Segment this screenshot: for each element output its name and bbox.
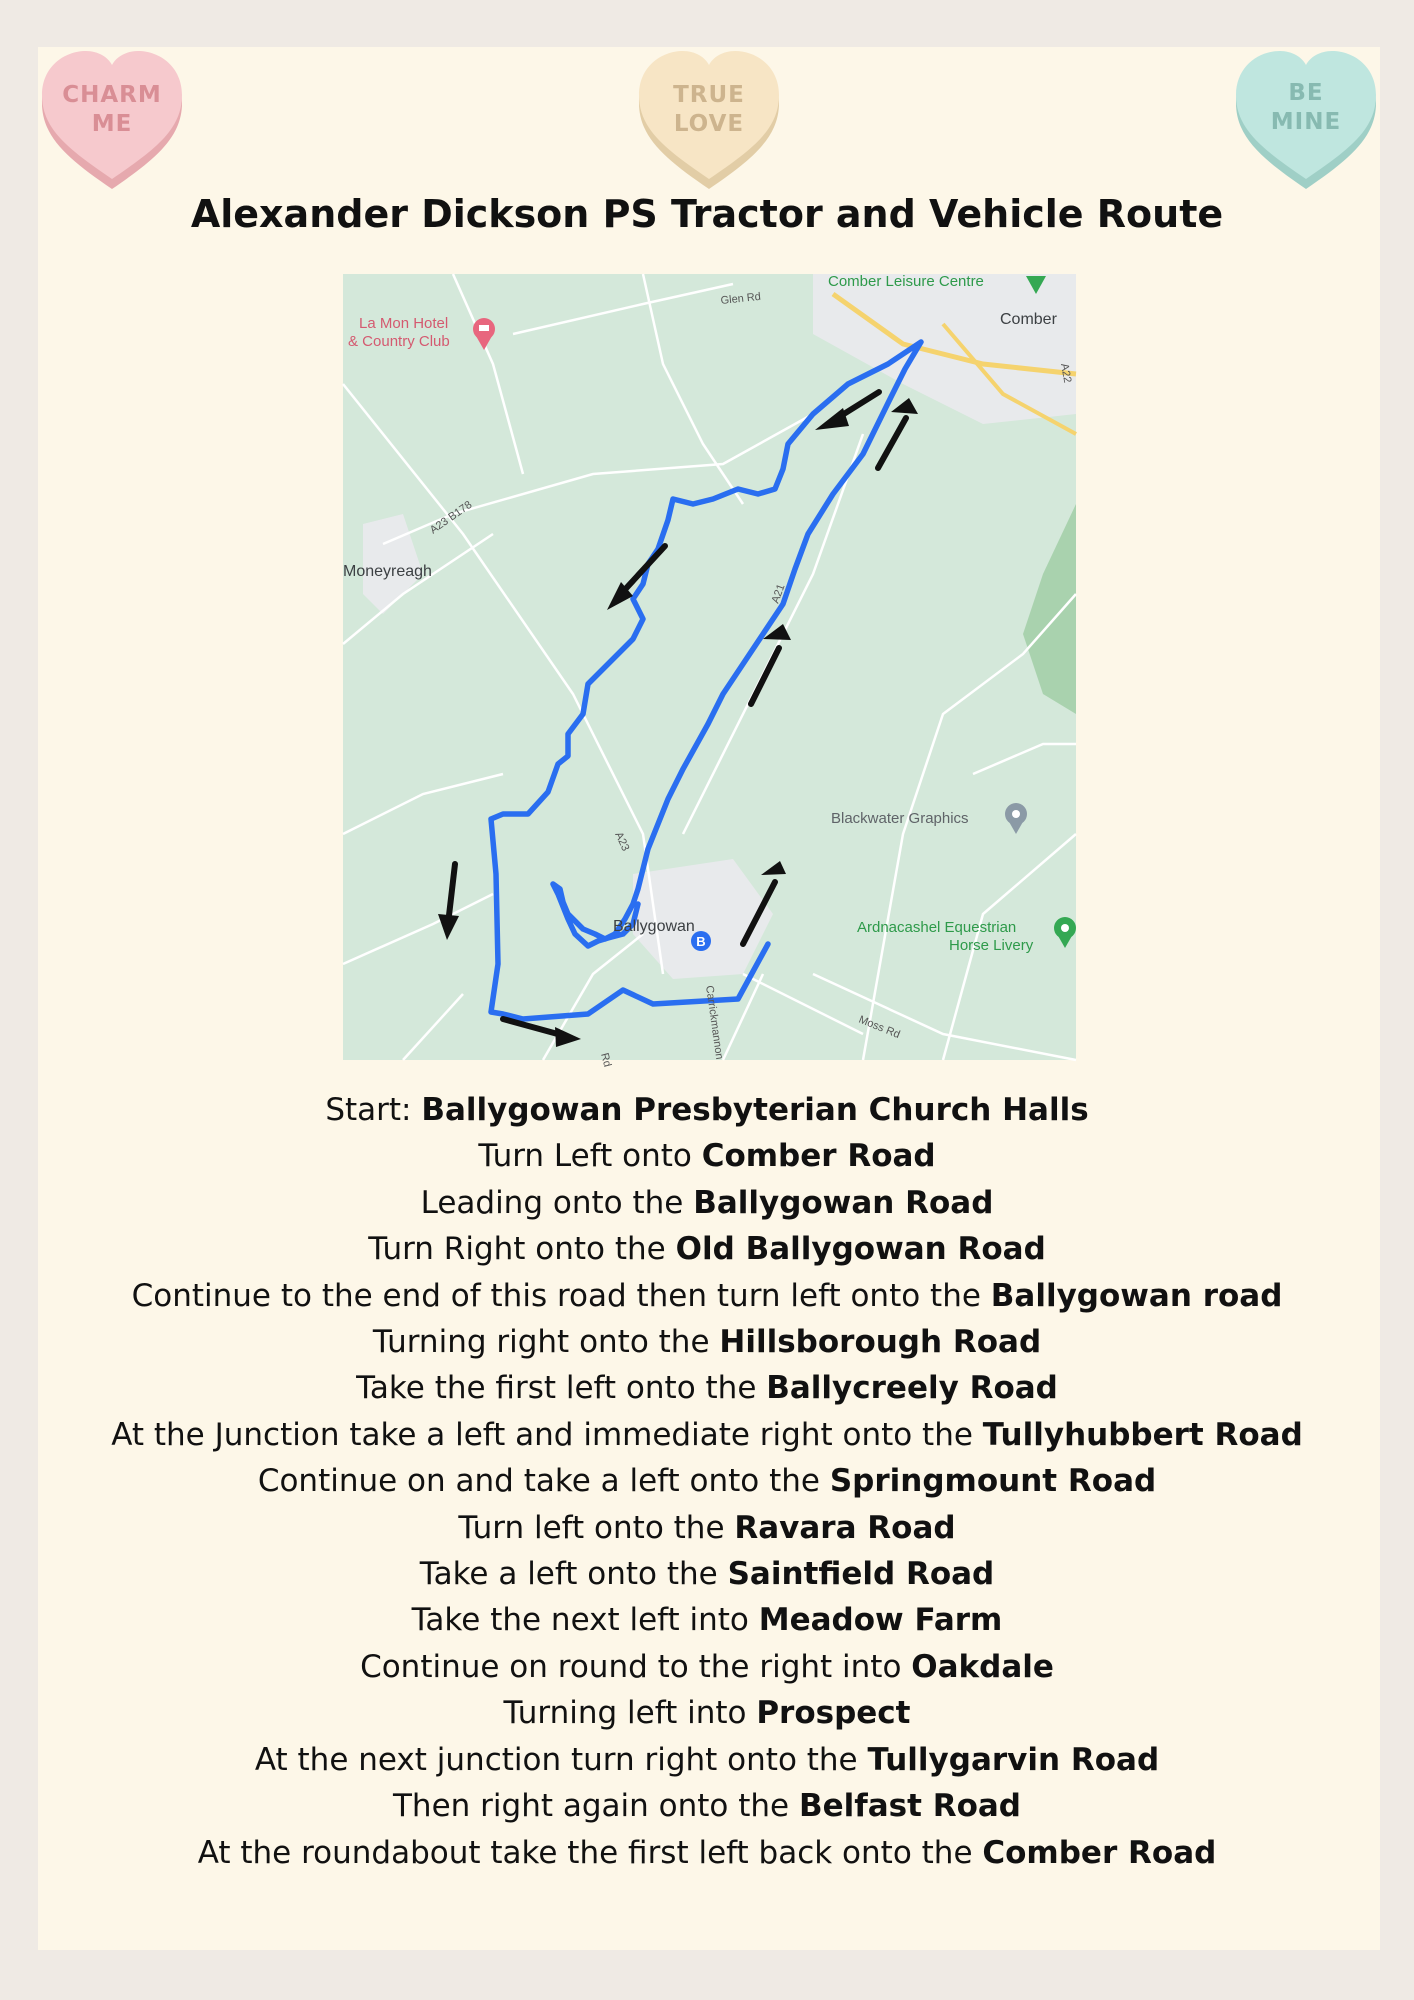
direction-step [0, 1273, 1414, 1319]
label-comber: Comber [1000, 311, 1057, 328]
direction-step [0, 1505, 1414, 1551]
direction-text: Continue on and take a left onto the [257, 1463, 830, 1500]
direction-road: Old Ballygowan Road [675, 1231, 1046, 1268]
direction-road: Ballygowan Presbyterian Church Halls [421, 1092, 1089, 1128]
label-carrickmannon: Carrickmannon [703, 984, 726, 1061]
heart-line-2: ME [91, 111, 133, 137]
direction-text: Then right again onto the [393, 1788, 799, 1825]
heart-line-1: TRUE [673, 82, 745, 108]
direction-text: At the roundabout take the first left back onto the [197, 1834, 983, 1871]
direction-road: Ravara Road [734, 1509, 956, 1546]
direction-road: Hillsborough Road [719, 1324, 1042, 1361]
direction-text: Leading onto the [420, 1184, 694, 1221]
page-title: Alexander Dickson PS Tractor and Vehicle Route [190, 192, 1224, 236]
direction-step [0, 1597, 1414, 1643]
label-la-mon-2: & Country Club [348, 333, 450, 350]
direction-step [0, 1087, 1414, 1133]
direction-road: Tullygarvin Road [867, 1741, 1160, 1778]
label-ballygowan: Ballygowan [613, 918, 695, 935]
direction-step [0, 1226, 1414, 1272]
label-a23-b178: A23 B178 [427, 498, 475, 537]
label-la-mon-1: La Mon Hotel [359, 315, 449, 332]
direction-text: Take a left onto the [419, 1556, 728, 1593]
direction-road: Ballygowan Road [693, 1184, 994, 1221]
direction-road: Ballygowan road [990, 1277, 1283, 1314]
direction-road: Saintfield Road [727, 1556, 995, 1593]
direction-step [0, 1783, 1414, 1829]
direction-text: At the Junction take a left and immediate right onto the [111, 1416, 983, 1453]
heart-line-2: MINE [1270, 109, 1342, 135]
heart-line-2: LOVE [673, 111, 745, 137]
label-rd: Rd [598, 1051, 614, 1069]
direction-step [0, 1830, 1414, 1876]
direction-road: Belfast Road [798, 1788, 1021, 1825]
label-moss-rd: Moss Rd [856, 1013, 902, 1042]
direction-road: Prospect [756, 1695, 911, 1732]
direction-step [0, 1180, 1414, 1226]
direction-road: Meadow Farm [758, 1602, 1003, 1639]
direction-text: Continue on round to the right into [360, 1648, 912, 1685]
label-a23: A23 [612, 830, 632, 854]
heart-line-1: BE [1288, 80, 1324, 106]
direction-text: Continue to the end of this road then turn left onto the [131, 1277, 991, 1314]
direction-text: Take the next left into [411, 1602, 759, 1639]
direction-step [0, 1737, 1414, 1783]
direction-step [0, 1365, 1414, 1411]
direction-step [0, 1458, 1414, 1504]
candy-heart-be-mine [1232, 47, 1380, 195]
label-a21: A21 [769, 582, 788, 606]
direction-step [0, 1319, 1414, 1365]
direction-text: Start: [325, 1092, 422, 1128]
direction-text: At the next junction turn right onto the [254, 1741, 868, 1778]
direction-text: Turn Right onto the [368, 1231, 676, 1268]
b-marker-label: B [696, 934, 706, 949]
label-glen-rd: Glen Rd [720, 290, 762, 307]
direction-road: Oakdale [911, 1648, 1054, 1685]
label-a22: A22 [1058, 362, 1074, 384]
direction-road: Comber Road [701, 1138, 936, 1175]
direction-step [0, 1644, 1414, 1690]
direction-text: Take the first left onto the [356, 1370, 767, 1407]
label-blackwater: Blackwater Graphics [831, 810, 969, 827]
direction-road: Tullyhubbert Road [982, 1416, 1303, 1453]
route-directions [0, 1087, 1414, 1876]
candy-heart-true-love [635, 47, 783, 195]
direction-step [0, 1133, 1414, 1179]
route-map [343, 273, 1076, 1069]
direction-road: Springmount Road [829, 1463, 1157, 1500]
label-ardnacashel-1: Ardnacashel Equestrian [857, 919, 1017, 936]
direction-text: Turn left onto the [458, 1509, 735, 1546]
label-moneyreagh: Moneyreagh [343, 563, 432, 580]
route-map-svg [343, 273, 1076, 1069]
direction-step [0, 1551, 1414, 1597]
direction-text: Turn Left onto [478, 1138, 702, 1175]
direction-step [0, 1690, 1414, 1736]
heart-line-1: CHARM [62, 82, 162, 108]
candy-heart-charm-me [38, 47, 186, 195]
direction-text: Turning left into [503, 1695, 757, 1732]
direction-road: Comber Road [982, 1834, 1217, 1871]
label-ardnacashel-2: Horse Livery [949, 937, 1034, 954]
direction-text: Turning right onto the [372, 1324, 720, 1361]
direction-road: Ballycreely Road [766, 1370, 1058, 1407]
direction-step [0, 1412, 1414, 1458]
label-comber-leisure: Comber Leisure Centre [828, 273, 984, 290]
